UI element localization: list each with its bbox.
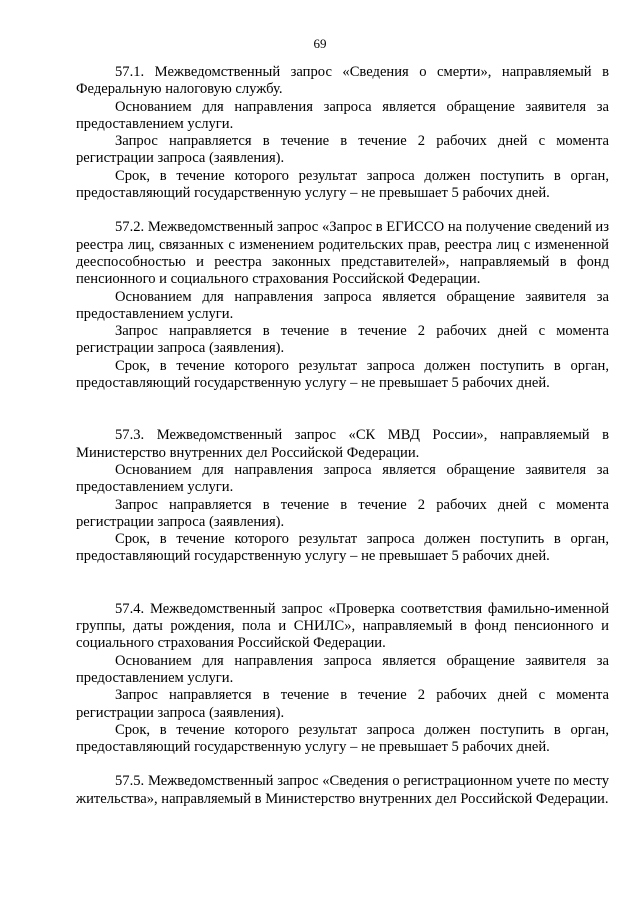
section-spacer [76,392,609,427]
basis-paragraph: Основанием для направления запроса является обращение заявителя за предоставлением услуги. [76,461,609,496]
section-57-2 [76,219,609,392]
section-57-4 [76,601,609,757]
section-heading-paragraph: 57.4. Межведомственный запрос «Проверка соответствия фамильно-именной группы, даты рождения, пола и СНИЛС», направляемый в фонд пенсионного и социального страхования Российской Федерации. [76,600,609,652]
deadline-response-paragraph: Срок, в течение которого результат запроса должен поступить в орган, предоставляющий государственную услугу – не превышает 5 рабочих дней. [76,357,609,392]
deadline-send-paragraph: Запрос направляется в течение в течение 2 рабочих дней с момента регистрации запроса (заявления). [76,323,609,357]
deadline-response-paragraph: Срок, в течение которого результат запроса должен поступить в орган, предоставляющий государственную услугу – не превышает 5 рабочих дней. [76,721,609,756]
section-57-5 [76,773,609,808]
section-spacer [76,566,609,601]
deadline-send-paragraph: Запрос направляется в течение в течение 2 рабочих дней с момента регистрации запроса (заявления). [76,133,609,167]
deadline-response-paragraph: Срок, в течение которого результат запроса должен поступить в орган, предоставляющий государственную услугу – не превышает 5 рабочих дней. [76,167,609,202]
section-heading-paragraph: 57.2. Межведомственный запрос «Запрос в ЕГИССО на получение сведений из реестра лиц, связанных с изменением родительских прав, реестра лиц с измененной дееспособностью и реестра законных представителей», направляемый в фонд пенсионного и социального страхования Российской Федерации. [76,219,609,288]
deadline-response-paragraph: Срок, в течение которого результат запроса должен поступить в орган, предоставляющий государственную услугу – не превышает 5 рабочих дней. [76,531,609,565]
basis-paragraph: Основанием для направления запроса является обращение заявителя за предоставлением услуги. [76,652,609,686]
deadline-send-paragraph: Запрос направляется в течение в течение 2 рабочих дней с момента регистрации запроса (заявления). [76,496,609,530]
page-number: 69 [313,36,327,51]
deadline-send-paragraph: Запрос направляется в течение в течение 2 рабочих дней с момента регистрации запроса (заявления). [76,687,609,721]
section-heading-paragraph: 57.3. Межведомственный запрос «СК МВД России», направляемый в Министерство внутренних дел Российской Федерации. [76,427,609,461]
section-spacer [76,756,609,773]
section-spacer [76,202,609,219]
section-heading-paragraph: 57.1. Межведомственный запрос «Сведения о смерти», направляемый в Федеральную налоговую службу. [76,64,609,98]
section-57-1 [76,64,609,202]
document-body [76,64,609,808]
basis-paragraph: Основанием для направления запроса является обращение заявителя за предоставлением услуги. [76,98,609,132]
section-57-3 [76,427,609,565]
section-heading-paragraph: 57.5. Межведомственный запрос «Сведения о регистрационном учете по месту жительства», направляемый в Министерство внутренних дел Российской Федерации. [76,773,609,807]
basis-paragraph: Основанием для направления запроса является обращение заявителя за предоставлением услуги. [76,288,609,322]
